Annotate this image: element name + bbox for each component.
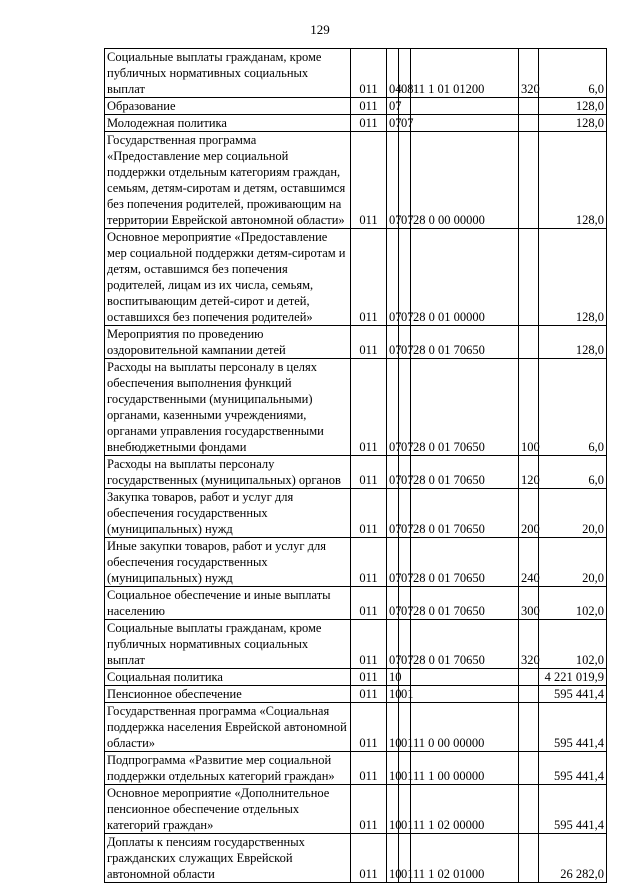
row-gr-cell: 011 xyxy=(351,115,387,132)
row-cs-cell: 11 1 02 01000 xyxy=(411,834,519,883)
table-row xyxy=(105,587,607,620)
row-sum-cell: 128,0 xyxy=(539,229,607,326)
row-cs-cell xyxy=(411,115,519,132)
row-vr-cell: 300 xyxy=(519,587,539,620)
row-name-cell: Закупка товаров, работ и услуг для обеспечения государственных (муниципальных) нужд xyxy=(105,489,351,538)
row-rz-cell: 07 xyxy=(387,98,399,115)
row-sum-cell: 128,0 xyxy=(539,115,607,132)
table-row xyxy=(105,703,607,752)
row-sum-cell: 102,0 xyxy=(539,620,607,669)
row-vr-cell: 100 xyxy=(519,359,539,456)
row-name-cell: Социальные выплаты гражданам, кроме публичных нормативных социальных выплат xyxy=(105,620,351,669)
row-rz-cell: 10 xyxy=(387,834,399,883)
row-cs-cell: 28 0 01 70650 xyxy=(411,587,519,620)
row-pr-cell: 07 xyxy=(399,229,411,326)
table-row xyxy=(105,49,607,98)
row-gr-cell: 011 xyxy=(351,489,387,538)
row-rz-cell: 07 xyxy=(387,587,399,620)
table-row xyxy=(105,538,607,587)
row-gr-cell: 011 xyxy=(351,326,387,359)
row-name-cell: Пенсионное обеспечение xyxy=(105,686,351,703)
row-name-cell: Государственная программа «Социальная поддержка населения Еврейской автономной области» xyxy=(105,703,351,752)
row-name-cell: Подпрограмма «Развитие мер социальной поддержки отдельных категорий граждан» xyxy=(105,752,351,785)
row-gr-cell: 011 xyxy=(351,538,387,587)
row-gr-cell: 011 xyxy=(351,587,387,620)
row-pr-cell: 07 xyxy=(399,587,411,620)
table-row xyxy=(105,132,607,229)
row-vr-cell xyxy=(519,326,539,359)
row-pr-cell: 01 xyxy=(399,785,411,834)
row-pr-cell: 07 xyxy=(399,620,411,669)
row-name-cell: Государственная программа «Предоставление мер социальной поддержки отдельным категориям граждан, семьям, детям-сиротам и детям, оставшимся без попечения родителей, проживающим на территории Еврейской автономной области» xyxy=(105,132,351,229)
row-pr-cell: 07 xyxy=(399,132,411,229)
row-cs-cell xyxy=(411,669,519,686)
row-sum-cell: 595 441,4 xyxy=(539,752,607,785)
row-name-cell: Основное мероприятие «Дополнительное пенсионное обеспечение отдельных категорий граждан» xyxy=(105,785,351,834)
row-name-cell: Расходы на выплаты персоналу государственных (муниципальных) органов xyxy=(105,456,351,489)
row-sum-cell: 26 282,0 xyxy=(539,834,607,883)
row-rz-cell: 10 xyxy=(387,686,399,703)
row-cs-cell: 28 0 01 70650 xyxy=(411,326,519,359)
table-row xyxy=(105,115,607,132)
row-vr-cell xyxy=(519,98,539,115)
row-sum-cell: 128,0 xyxy=(539,326,607,359)
row-gr-cell: 011 xyxy=(351,359,387,456)
row-sum-cell: 128,0 xyxy=(539,98,607,115)
row-rz-cell: 07 xyxy=(387,538,399,587)
row-rz-cell: 07 xyxy=(387,132,399,229)
row-cs-cell: 28 0 00 00000 xyxy=(411,132,519,229)
row-vr-cell: 120 xyxy=(519,456,539,489)
row-gr-cell: 011 xyxy=(351,703,387,752)
row-pr-cell: 07 xyxy=(399,115,411,132)
table-row xyxy=(105,359,607,456)
row-gr-cell: 011 xyxy=(351,456,387,489)
row-name-cell: Социальное обеспечение и иные выплаты населению xyxy=(105,587,351,620)
row-rz-cell: 07 xyxy=(387,115,399,132)
row-pr-cell: 08 xyxy=(399,49,411,98)
row-vr-cell xyxy=(519,115,539,132)
row-rz-cell: 10 xyxy=(387,785,399,834)
row-name-cell: Молодежная политика xyxy=(105,115,351,132)
row-rz-cell: 07 xyxy=(387,620,399,669)
row-sum-cell: 6,0 xyxy=(539,49,607,98)
row-pr-cell: 01 xyxy=(399,686,411,703)
row-vr-cell xyxy=(519,669,539,686)
row-name-cell: Социальная политика xyxy=(105,669,351,686)
row-cs-cell: 28 0 01 70650 xyxy=(411,538,519,587)
row-gr-cell: 011 xyxy=(351,620,387,669)
row-rz-cell: 10 xyxy=(387,669,399,686)
row-rz-cell: 10 xyxy=(387,703,399,752)
row-cs-cell: 11 1 02 00000 xyxy=(411,785,519,834)
row-cs-cell: 11 1 01 01200 xyxy=(411,49,519,98)
budget-table-body xyxy=(105,49,607,883)
row-pr-cell: 01 xyxy=(399,752,411,785)
row-sum-cell: 20,0 xyxy=(539,538,607,587)
row-sum-cell: 595 441,4 xyxy=(539,785,607,834)
row-cs-cell: 11 1 00 00000 xyxy=(411,752,519,785)
row-vr-cell: 320 xyxy=(519,49,539,98)
row-pr-cell: 07 xyxy=(399,489,411,538)
row-gr-cell: 011 xyxy=(351,834,387,883)
row-sum-cell: 6,0 xyxy=(539,456,607,489)
row-name-cell: Социальные выплаты гражданам, кроме публичных нормативных социальных выплат xyxy=(105,49,351,98)
row-cs-cell: 28 0 01 70650 xyxy=(411,456,519,489)
table-row xyxy=(105,620,607,669)
row-sum-cell: 6,0 xyxy=(539,359,607,456)
row-gr-cell: 011 xyxy=(351,752,387,785)
row-vr-cell: 200 xyxy=(519,489,539,538)
row-pr-cell: 01 xyxy=(399,834,411,883)
row-vr-cell xyxy=(519,785,539,834)
row-pr-cell: 07 xyxy=(399,326,411,359)
row-vr-cell xyxy=(519,834,539,883)
table-row xyxy=(105,98,607,115)
row-rz-cell: 07 xyxy=(387,489,399,538)
row-pr-cell: 01 xyxy=(399,703,411,752)
row-cs-cell xyxy=(411,98,519,115)
row-sum-cell: 595 441,4 xyxy=(539,703,607,752)
row-name-cell: Иные закупки товаров, работ и услуг для обеспечения государственных (муниципальных) нужд xyxy=(105,538,351,587)
row-cs-cell: 11 0 00 00000 xyxy=(411,703,519,752)
table-row xyxy=(105,489,607,538)
row-rz-cell: 10 xyxy=(387,752,399,785)
row-name-cell: Доплаты к пенсиям государственных гражданских служащих Еврейской автономной области xyxy=(105,834,351,883)
row-pr-cell: 07 xyxy=(399,456,411,489)
table-row xyxy=(105,686,607,703)
table-row xyxy=(105,456,607,489)
row-pr-cell: 07 xyxy=(399,538,411,587)
row-name-cell: Расходы на выплаты персоналу в целях обеспечения выполнения функций государственными (муниципальными) органами, казенными учреждениями, органами управления государственными внебюджетными фондами xyxy=(105,359,351,456)
row-rz-cell: 07 xyxy=(387,229,399,326)
page-number: 129 xyxy=(310,22,330,37)
row-rz-cell: 04 xyxy=(387,49,399,98)
row-vr-cell xyxy=(519,132,539,229)
row-rz-cell: 07 xyxy=(387,326,399,359)
row-cs-cell xyxy=(411,686,519,703)
row-sum-cell: 595 441,4 xyxy=(539,686,607,703)
row-gr-cell: 011 xyxy=(351,785,387,834)
row-sum-cell: 4 221 019,9 xyxy=(539,669,607,686)
budget-table xyxy=(104,48,607,883)
row-vr-cell xyxy=(519,229,539,326)
row-name-cell: Мероприятия по проведению оздоровительной кампании детей xyxy=(105,326,351,359)
row-gr-cell: 011 xyxy=(351,686,387,703)
row-vr-cell xyxy=(519,686,539,703)
row-cs-cell: 28 0 01 70650 xyxy=(411,620,519,669)
row-gr-cell: 011 xyxy=(351,49,387,98)
row-gr-cell: 011 xyxy=(351,669,387,686)
row-cs-cell: 28 0 01 70650 xyxy=(411,359,519,456)
row-name-cell: Основное мероприятие «Предоставление мер социальной поддержки детям-сиротам и детям, оставшимся без попечения родителей, лицам из их числа, семьям, воспитывающим детей-сирот и детей, оставшихся без попечения родителей» xyxy=(105,229,351,326)
row-sum-cell: 128,0 xyxy=(539,132,607,229)
row-cs-cell: 28 0 01 00000 xyxy=(411,229,519,326)
table-row xyxy=(105,752,607,785)
row-gr-cell: 011 xyxy=(351,132,387,229)
row-rz-cell: 07 xyxy=(387,456,399,489)
table-row xyxy=(105,326,607,359)
row-gr-cell: 011 xyxy=(351,229,387,326)
row-rz-cell: 07 xyxy=(387,359,399,456)
row-vr-cell xyxy=(519,703,539,752)
row-sum-cell: 20,0 xyxy=(539,489,607,538)
row-vr-cell: 240 xyxy=(519,538,539,587)
row-pr-cell: 07 xyxy=(399,359,411,456)
table-row xyxy=(105,834,607,883)
row-cs-cell: 28 0 01 70650 xyxy=(411,489,519,538)
row-name-cell: Образование xyxy=(105,98,351,115)
row-sum-cell: 102,0 xyxy=(539,587,607,620)
table-row xyxy=(105,785,607,834)
table-row xyxy=(105,669,607,686)
row-vr-cell: 320 xyxy=(519,620,539,669)
table-row xyxy=(105,229,607,326)
row-vr-cell xyxy=(519,752,539,785)
row-gr-cell: 011 xyxy=(351,98,387,115)
